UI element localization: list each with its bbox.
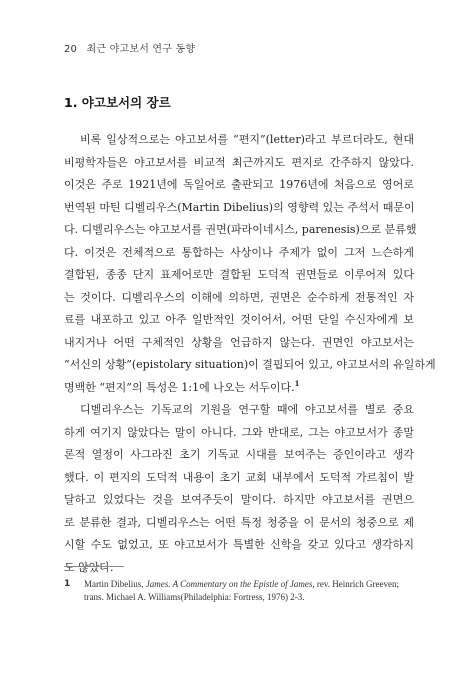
paragraph-2-line: 로 분류한 결과, 디벨리우스는 어떤 특정 청중을 이 문서의 청중으로 제 <box>64 515 414 529</box>
paragraph-1-line: 비평학자들은 야고보서를 비교적 최근까지도 편지로 간주하지 않았다. <box>64 155 414 169</box>
paragraph-2-line: 시할 수도 없었고, 또 야고보서가 특별한 신학을 갖고 있다고 생각하지 <box>64 538 414 551</box>
paragraph-2-line: 디벨리우스는 기독교의 기원을 연구할 때에 야고보서를 별로 중요 <box>80 403 414 416</box>
footnote-author: Martin Dibelius, <box>84 579 144 589</box>
section-heading: 1. 야고보서의 장르 <box>64 95 171 110</box>
paragraph-2-line: 도 않았다. <box>64 560 114 574</box>
paragraph-1-line: 료를 내포하고 있고 아주 일반적인 것이어서, 어떤 단일 수신자에게 보 <box>64 313 414 326</box>
footnote-line-2: trans. Michael A. Williams(Philadelphia: Fortress, 1976) 2-3. <box>84 592 305 602</box>
paragraph-1-line-text: 명백한 “편지”의 특성은 1:1에 나오는 서두이다. <box>64 380 295 394</box>
footnote-details: rev. Heinrich Greeven; <box>316 579 400 589</box>
footnote-divider <box>64 566 124 567</box>
footnote-line-1 <box>84 578 399 591</box>
paragraph-2-line: 하게 여기지 않았다는 말이 아니다. 그와 반대로, 그는 야고보서가 종말 <box>64 425 414 439</box>
paragraph-1-line: 다. 이것은 전체적으로 통합하는 사상이나 주제가 없이 그저 느슨하게 <box>64 245 414 259</box>
footnote-marker[interactable]: 1 <box>294 378 300 388</box>
footnote-number: 1 <box>64 579 71 589</box>
paragraph-1-line: 번역된 마틴 디벨리우스(Martin Dibelius)의 영향력 있는 주석서 때문이 <box>64 200 415 214</box>
paragraph-1-line: 다. 디벨리우스는 야고보서를 권면(파라이네시스, parenesis)으로 분류했 <box>64 223 417 236</box>
running-head <box>64 40 195 55</box>
footnote-title: James. A Commentary on the Epistle of James, <box>145 579 315 589</box>
paragraph-2-line: 했다. 이 편지의 도덕적 내용이 초기 교회 내부에서 도덕적 가르침이 발 <box>64 470 414 484</box>
paragraph-1-line: 비록 일상적으로는 야고보서를 “편지”(letter)라고 부르더라도, 현대 <box>80 133 414 146</box>
paragraph-1-last-line <box>64 378 414 395</box>
paragraph-1-line: 는 것이다. 디벨리우스의 이해에 의하면, 권면은 순수하게 전통적인 자 <box>64 290 414 304</box>
page-number: 20 <box>64 44 78 55</box>
paragraph-1-line: “서신의 상황”(epistolary situation)이 결핍되어 있고, 야고보서의 유일하게 <box>64 358 436 371</box>
paragraph-1-line: 결합된, 종종 단지 표제어로만 결합된 도덕적 권면들로 이루어져 있다 <box>64 268 414 281</box>
paragraph-1-line: 내지거나 어떤 구체적인 상황을 언급하지 않는다. 권면인 야고보서는 <box>64 335 414 349</box>
paragraph-2-line: 달하고 있었다는 것을 보여주듯이 말이다. 하지만 야고보서를 권면으 <box>64 493 414 506</box>
paragraph-2-line: 론적 열정이 사그라진 초기 기독교 시대를 보여주는 증인이라고 생각 <box>64 448 414 461</box>
paragraph-1-line: 이것은 주로 1921년에 독일어로 출판되고 1976년에 처음으로 영어로 <box>64 178 414 191</box>
running-head-title: 최근 야고보서 연구 동향 <box>86 44 196 55</box>
